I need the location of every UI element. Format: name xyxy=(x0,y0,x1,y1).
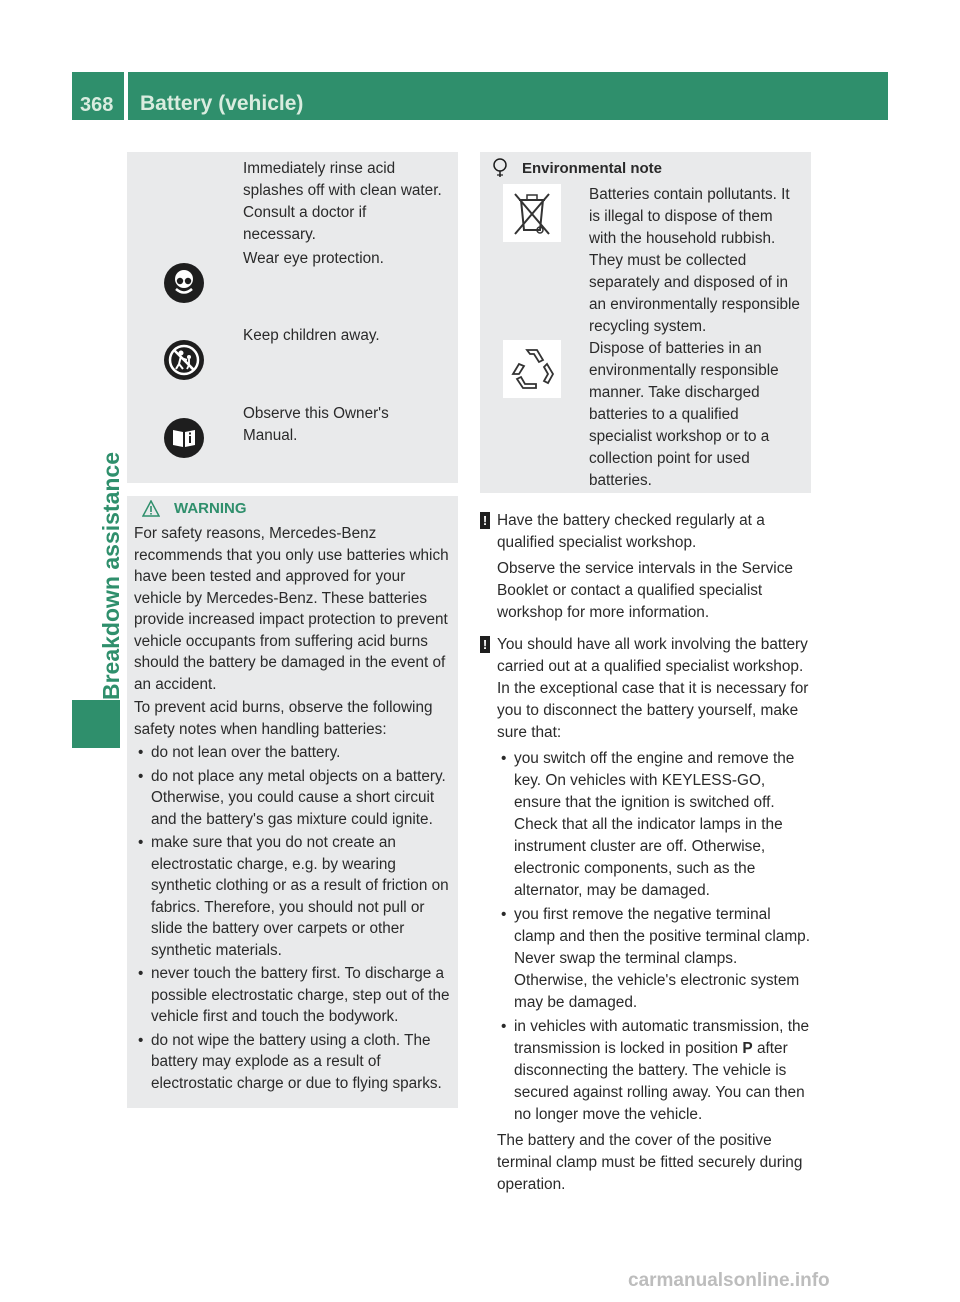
list-item: • never touch the battery first. To discharge a possible electrostatic charge, step out of the vehicle first and touch the bodywork. xyxy=(134,963,452,1028)
environmental-heading xyxy=(492,158,662,178)
notice-exclamation-icon: ! xyxy=(480,512,490,529)
gear-position-p: P xyxy=(742,1040,753,1057)
chapter-title: Battery (vehicle) xyxy=(140,92,304,115)
side-tab-marker xyxy=(72,700,120,748)
environmental-text-dispose: Dispose of batteries in an environmentally responsible manner. Take discharged batteries to a qualified specialist workshop or to a collection point for used batteries. xyxy=(589,340,779,489)
watermark: carmanualsonline.info xyxy=(628,1270,830,1291)
warning-body xyxy=(134,523,452,1096)
keep-children-away-icon xyxy=(164,340,204,380)
header-divider xyxy=(124,72,128,120)
notice-checks xyxy=(480,510,814,624)
eye-protection-icon xyxy=(164,263,204,303)
list-item: • you switch off the engine and remove the key. On vehicles with KEYLESS-GO, ensure that the ignition is switched off. Check that all the indicator lamps in the instrument cluster are off. Otherwise, electronic components, such as the alternator, may be damaged. xyxy=(497,748,814,902)
safety-text-manual: Observe this Owner's Manual. xyxy=(243,405,389,444)
environmental-text-pollutants: Batteries contain pollutants. It is illegal to dispose of them with the household rubbish. They must be collected separately and disposed of in an environmentally responsible recycling system. xyxy=(589,186,800,335)
owners-manual-icon xyxy=(164,418,204,458)
list-item: • do not wipe the battery using a cloth. The battery may explode as a result of electrostatic charge or due to flying sparks. xyxy=(134,1030,452,1095)
list-item: • you first remove the negative terminal clamp and then the positive terminal clamp. Never swap the terminal clamps. Otherwise, the vehicle's electronic system may be damaged. xyxy=(497,904,814,1014)
safety-text-rinse: Immediately rinse acid splashes off with clean water. Consult a doctor if necessary. xyxy=(243,160,442,243)
notice-disconnect xyxy=(480,634,814,1126)
notice-exclamation-icon: ! xyxy=(480,636,490,653)
notice-paragraph: Observe the service intervals in the Service Booklet or contact a qualified specialist workshop for more information. xyxy=(497,560,793,621)
list-item: • make sure that you do not create an electrostatic charge, e.g. by wearing synthetic clothing or as a result of friction on fabrics. Therefore, you should not pull or slide the battery over carpets or other synthetic materials. xyxy=(134,832,452,961)
list-item: • do not place any metal objects on a battery. Otherwise, you could cause a short circuit and the battery's gas mixture could ignite. xyxy=(134,766,452,831)
closing-paragraph: The battery and the cover of the positive terminal clamp must be fitted securely during operation. xyxy=(497,1132,803,1193)
environmental-title: Environmental note xyxy=(522,159,663,177)
page-header xyxy=(72,72,888,120)
warning-paragraph: For safety reasons, Mercedes-Benz recommends that you only use batteries which have been tested and approved for your vehicle by Mercedes-Benz. These batteries provide increased impact protection to prevent vehicle occupants from suffering acid burns should the battery be damaged in the event of an accident. xyxy=(134,525,449,693)
recycle-icon xyxy=(503,340,561,398)
side-tab-label: Breakdown assistance xyxy=(98,451,124,700)
warning-heading xyxy=(142,500,247,517)
lightbulb-icon xyxy=(492,158,508,178)
notice-paragraph: You should have all work involving the battery carried out at a qualified specialist workshop. In the exceptional case that it is necessary for you to disconnect the battery yourself, make sure that: xyxy=(497,636,809,741)
safety-text-children: Keep children away. xyxy=(243,327,380,344)
warning-paragraph: To prevent acid burns, observe the following safety notes when handling batteries: xyxy=(134,699,433,738)
bullet-text: in vehicles with automatic transmission, the transmission is locked in position xyxy=(514,1018,810,1057)
crossed-bin-icon xyxy=(503,184,561,242)
warning-triangle-icon xyxy=(142,500,160,517)
list-item xyxy=(497,1016,814,1126)
warning-bullets xyxy=(134,742,452,1094)
page-number: 368 xyxy=(80,94,114,116)
safety-text-eye-protection: Wear eye protection. xyxy=(243,250,384,267)
notices-column xyxy=(480,510,814,1196)
list-item: • do not lean over the battery. xyxy=(134,742,452,764)
warning-title: WARNING xyxy=(174,500,247,517)
notice-paragraph: Have the battery checked regularly at a qualified specialist workshop. xyxy=(497,512,765,551)
bullet-text: after disconnecting the battery. The vehicle is secured against rolling away. You can then no longer move the vehicle. xyxy=(514,1040,805,1123)
notice-bullets xyxy=(497,748,814,1126)
